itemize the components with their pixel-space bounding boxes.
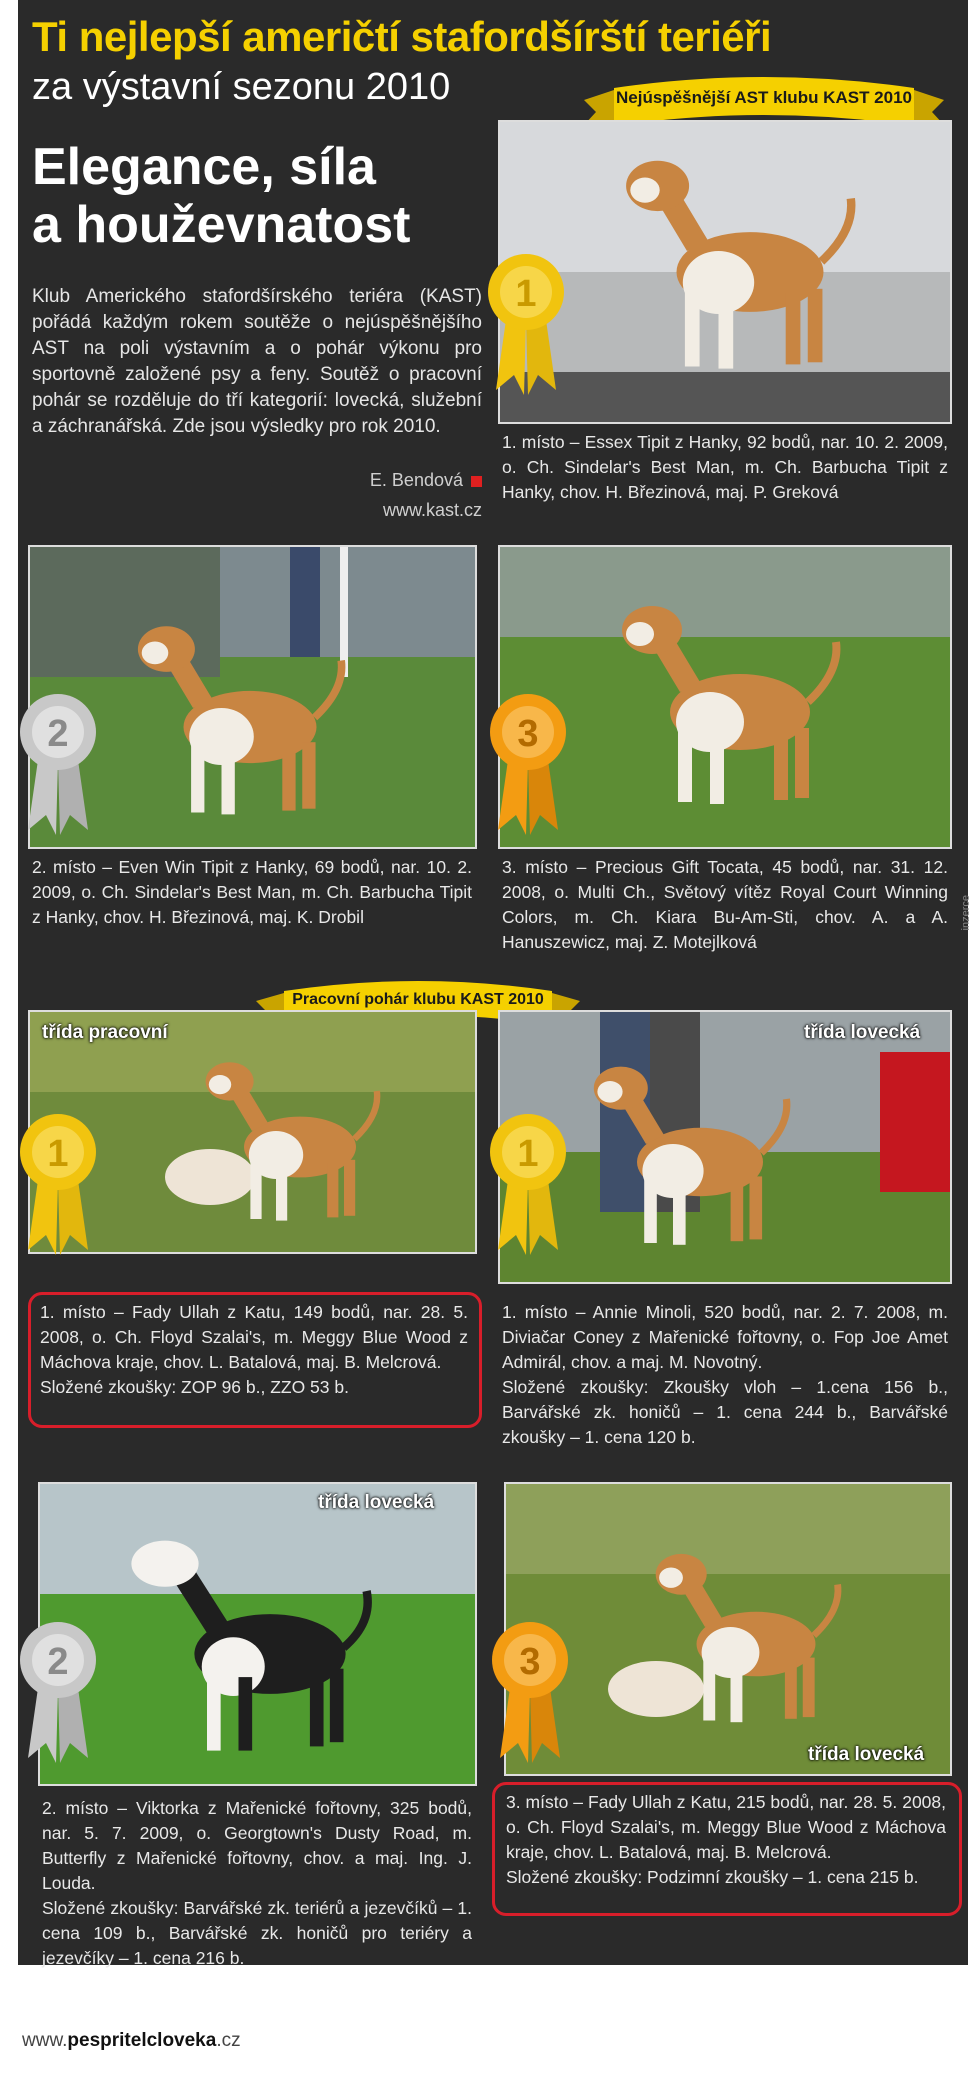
caption-show-second: 2. místo – Even Win Tipit z Hanky, 69 bodů, nar. 10. 2. 2009, o. Ch. Sindelar's Best Man, m. Ch. Barbucha Tipit z Hanky, chov. H. Březinová, maj. K. Drobil bbox=[32, 857, 472, 927]
side-note: inzerce bbox=[960, 895, 972, 931]
intro-text: Klub Amerického stafordšírského teriéra (KAST) pořádá každým rokem soutěže o nejúspěšnějšího AST na poli výstavním a o pohár výkonu pro sportovně založené psy a feny. Soutěž o pracovní pohár se rozděluje do tří kategorií: lovecká, služební a záchranářská. Zde jsou výsledky pro rok 2010. bbox=[32, 286, 482, 437]
svg-text:1: 1 bbox=[515, 273, 537, 315]
svg-text:2: 2 bbox=[47, 1641, 69, 1683]
svg-text:3: 3 bbox=[519, 1641, 541, 1683]
bronze-medal-icon bbox=[488, 690, 568, 840]
caption-work-hunting-second bbox=[42, 1796, 472, 1971]
class-label-hunting: třída lovecká bbox=[804, 1022, 921, 1043]
silver-medal-icon bbox=[18, 1618, 98, 1768]
caption-text: 2. místo – Viktorka z Mařenické fořtovny, 325 bodů, nar. 5. 7. 2009, o. Georgtown's Dusty Road, m. Butterfly z Mařenické fořtovny, chov. a maj. Ing. J. Louda. bbox=[42, 1798, 472, 1893]
svg-text:1: 1 bbox=[517, 1133, 539, 1175]
page-subtitle: za výstavní sezonu 2010 bbox=[32, 66, 451, 108]
caption-text: 3. místo – Fady Ullah z Katu, 215 bodů, nar. 28. 5. 2008, o. Ch. Floyd Szalai's, m. Meggy Blue Wood z Máchova kraje, chov. L. Batalová, maj. B. Melcrová. bbox=[506, 1792, 946, 1862]
ribbon-work-text: Pracovní pohár klubu KAST 2010 bbox=[292, 991, 544, 1008]
magazine-page bbox=[18, 0, 972, 1968]
class-label-work: třída pracovní bbox=[42, 1022, 168, 1043]
exam-text: Složené zkoušky: Podzimní zkoušky – 1. cena 215 b. bbox=[506, 1867, 919, 1887]
author-name: E. Bendová bbox=[369, 470, 463, 490]
caption-text: 1. místo – Annie Minoli, 520 bodů, nar. 2. 7. 2008, m. Diviačar Coney z Mařenické fořtovny, o. Fop Joe Amet Admirál, chov. a maj. M. Novotný. bbox=[502, 1302, 948, 1372]
class-label-hunting: třída lovecká bbox=[318, 1492, 435, 1513]
photo-work-hunting-third bbox=[504, 1482, 952, 1776]
caption-work-hunting-first bbox=[502, 1300, 948, 1450]
gold-medal-icon bbox=[488, 1110, 568, 1260]
svg-text:3: 3 bbox=[517, 713, 539, 755]
gold-medal-icon bbox=[18, 1110, 98, 1260]
bronze-medal-icon bbox=[490, 1618, 570, 1768]
svg-text:1: 1 bbox=[47, 1133, 69, 1175]
page-title: Ti nejlepší američtí stafordšírští teriéři bbox=[32, 13, 772, 60]
exam-text: Složené zkoušky: Barvářské zk. teriérů a jezevčíků – 1. cena 109 b., Barvářské zk. honičů pro teriéry a jezevčíky – 1. cena 216 b. bbox=[42, 1898, 472, 1968]
caption-work-hunting-third bbox=[506, 1790, 946, 1890]
author-credit bbox=[32, 470, 482, 491]
caption-show-first: 1. místo – Essex Tipit z Hanky, 92 bodů, nar. 10. 2. 2009, o. Ch. Sindelar's Best Man, m. Ch. Barbucha Tipit z Hanky, chov. H. Březinová, maj. P. Greková bbox=[502, 432, 948, 502]
exam-text: Složené zkoušky: Zkoušky vloh – 1.cena 156 b., Barvářské zk. honičů – 1. cena 244 b., Barvářské zkoušky – 1. cena 120 b. bbox=[502, 1377, 948, 1447]
website-link[interactable]: www.kast.cz bbox=[382, 500, 482, 520]
gold-medal-icon bbox=[486, 250, 566, 400]
end-square-icon bbox=[471, 476, 482, 487]
ribbon-show-text: Nejúspěšnější AST klubu KAST 2010 bbox=[615, 88, 912, 107]
headline-line-1: Elegance, síla bbox=[32, 138, 376, 196]
caption-text: 1. místo – Fady Ullah z Katu, 149 bodů, nar. 28. 5. 2008, o. Ch. Floyd Szalai's, m. Meggy Blue Wood z Máchova kraje, chov. L. Batalová, maj. B. Melcrová. bbox=[40, 1302, 468, 1372]
class-label-hunting: třída lovecká bbox=[808, 1744, 925, 1765]
footer-url[interactable]: www.pespritelcloveka.cz bbox=[22, 2030, 241, 2051]
caption-work-first bbox=[40, 1300, 468, 1400]
headline-line-2: a houževnatost bbox=[32, 196, 411, 254]
silver-medal-icon bbox=[18, 690, 98, 840]
svg-text:2: 2 bbox=[47, 713, 69, 755]
caption-show-third: 3. místo – Precious Gift Tocata, 45 bodů, nar. 31. 12. 2008, o. Multi Ch., Světový vítěz Royal Court Winning Colors, m. Ch. Kiara Bu-Am-Sti, chov. A. a A. Hanuszewicz, maj. Z. Motejlková bbox=[502, 857, 948, 952]
photo-work-hunting-second bbox=[38, 1482, 477, 1786]
photo-show-first bbox=[498, 120, 952, 424]
exam-text: Složené zkoušky: ZOP 96 b., ZZO 53 b. bbox=[40, 1377, 349, 1397]
